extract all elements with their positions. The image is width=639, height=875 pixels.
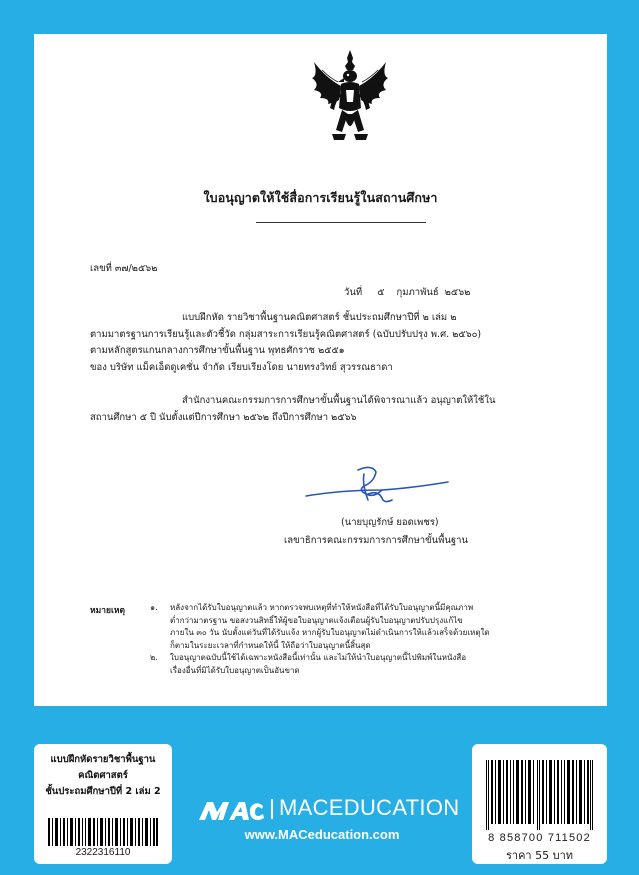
body-line: สถานศึกษา ๕ ปี นับตั้งแต่ปีการศึกษา ๒๕๖๒ ถึงปีการศึกษา ๒๕๖๖ [90,411,357,423]
book-barcode-icon [48,818,158,846]
remark-line: ก็ตามในระยะเวลาที่กำหนดให้นี้ ให้ถือว่าใบอนุญาตนี้สิ้นสุด [170,640,371,650]
price-label [472,744,607,864]
remark-line: หลังจากได้รับใบอนุญาตแล้ว หากตรวจพบเหตุที่ทำให้หนังสือที่ได้รับใบอนุญาตนี้มีคุณภาพ [170,603,474,612]
license-document [34,34,607,706]
body-line: แบบฝึกหัด รายวิชาพื้นฐานคณิตศาสตร์ ชั้นประถมศึกษาปีที่ ๒ เล่ม ๒ [182,312,457,323]
remark-item [150,602,570,652]
body-line: สำนักงานคณะกรรมการการศึกษาขั้นพื้นฐานได้พิจารณาแล้ว อนุญาตให้ใช้ใน [182,395,496,406]
signature-image [302,460,452,510]
license-body [90,310,590,376]
body-line: ของ บริษัท แม็คเอ็ดดูเคชั่น จำกัด เรียบเรียงโดย นายทรงวิทย์ สุวรรณธาดา [90,361,393,373]
remark-line: ใบอนุญาตฉบับนี้ใช้ได้เฉพาะหนังสือนี้เท่านั้น และไม่ให้นำใบอนุญาตนี้ไปพิมพ์ในหนังสือ [170,653,467,663]
remark-line: เรื่องอื่นที่มิได้รับใบอนุญาตเป็นอันขาด [170,665,300,675]
approval-paragraph [90,393,590,426]
publisher-logo [197,794,460,824]
book-label-line: แบบฝึกหัดรายวิชาพื้นฐาน [50,754,156,765]
mac-logo-icon [197,798,267,822]
remark-number: ๒. [150,653,158,663]
back-cover-footer [0,706,639,875]
remark-item [150,652,570,677]
document-date: วันที่ ๕ กุมภาพันธ์ ๒๕๖๒ [344,287,471,298]
price-text: ราคา 55 บาท [505,849,574,862]
isbn-barcode-icon [486,760,593,830]
title-underline [256,222,426,223]
remark-line: ภายใน ๓๐ วัน นับตั้งแต่วันที่ได้รับแจ้ง หากผู้รับใบอนุญาตไม่ดำเนินการให้แล้วเสร็จด้วยเหตุใด [170,628,490,638]
garuda-emblem-icon [308,48,392,158]
body-line: ตามหลักสูตรแกนกลางการศึกษาขั้นพื้นฐาน พุทธศักราช ๒๕๕๑ [90,345,345,356]
remarks-label: หมายเหตุ [90,606,125,616]
book-label-line: ชั้นประถมศึกษาปีที่ 2 เล่ม 2 [45,786,161,797]
book-label-line: คณิตศาสตร์ [78,770,128,781]
document-number: เลขที่ ๓๗/๒๕๖๒ [90,263,158,274]
remarks-list [150,602,570,678]
signer-position: เลขาธิการคณะกรรมการการศึกษาขั้นพื้นฐาน [284,535,468,546]
signer-name: (นายบุญรักษ์ ยอดเพชร) [341,517,439,528]
book-label [34,744,172,864]
body-line: ตามมาตรฐานการเรียนรู้และตัวชี้วัด กลุ่มสาระการเรียนรู้คณิตศาสตร์ (ฉบับปรับปรุง พ.ศ. ๒๕๖๐) [90,328,482,340]
remark-line: ต่ำกว่ามาตรฐาน ขอสงวนสิทธิ์ให้ผู้ขอใบอนุญาตแจ้งเตือนผู้รับใบอนุญาตปรับปรุงแก้ไข [170,615,463,625]
document-title: ใบอนุญาตให้ใช้สื่อการเรียนรู้ในสถานศึกษา [203,190,438,205]
isbn-number: 8 858700 711502 [488,832,591,844]
remark-number: ๑. [150,603,158,612]
publisher-website: www.MACeducation.com [244,827,400,842]
book-code: 2322316110 [75,847,131,858]
logo-divider [271,799,273,819]
publisher-name: MACEDUCATION [279,795,460,820]
